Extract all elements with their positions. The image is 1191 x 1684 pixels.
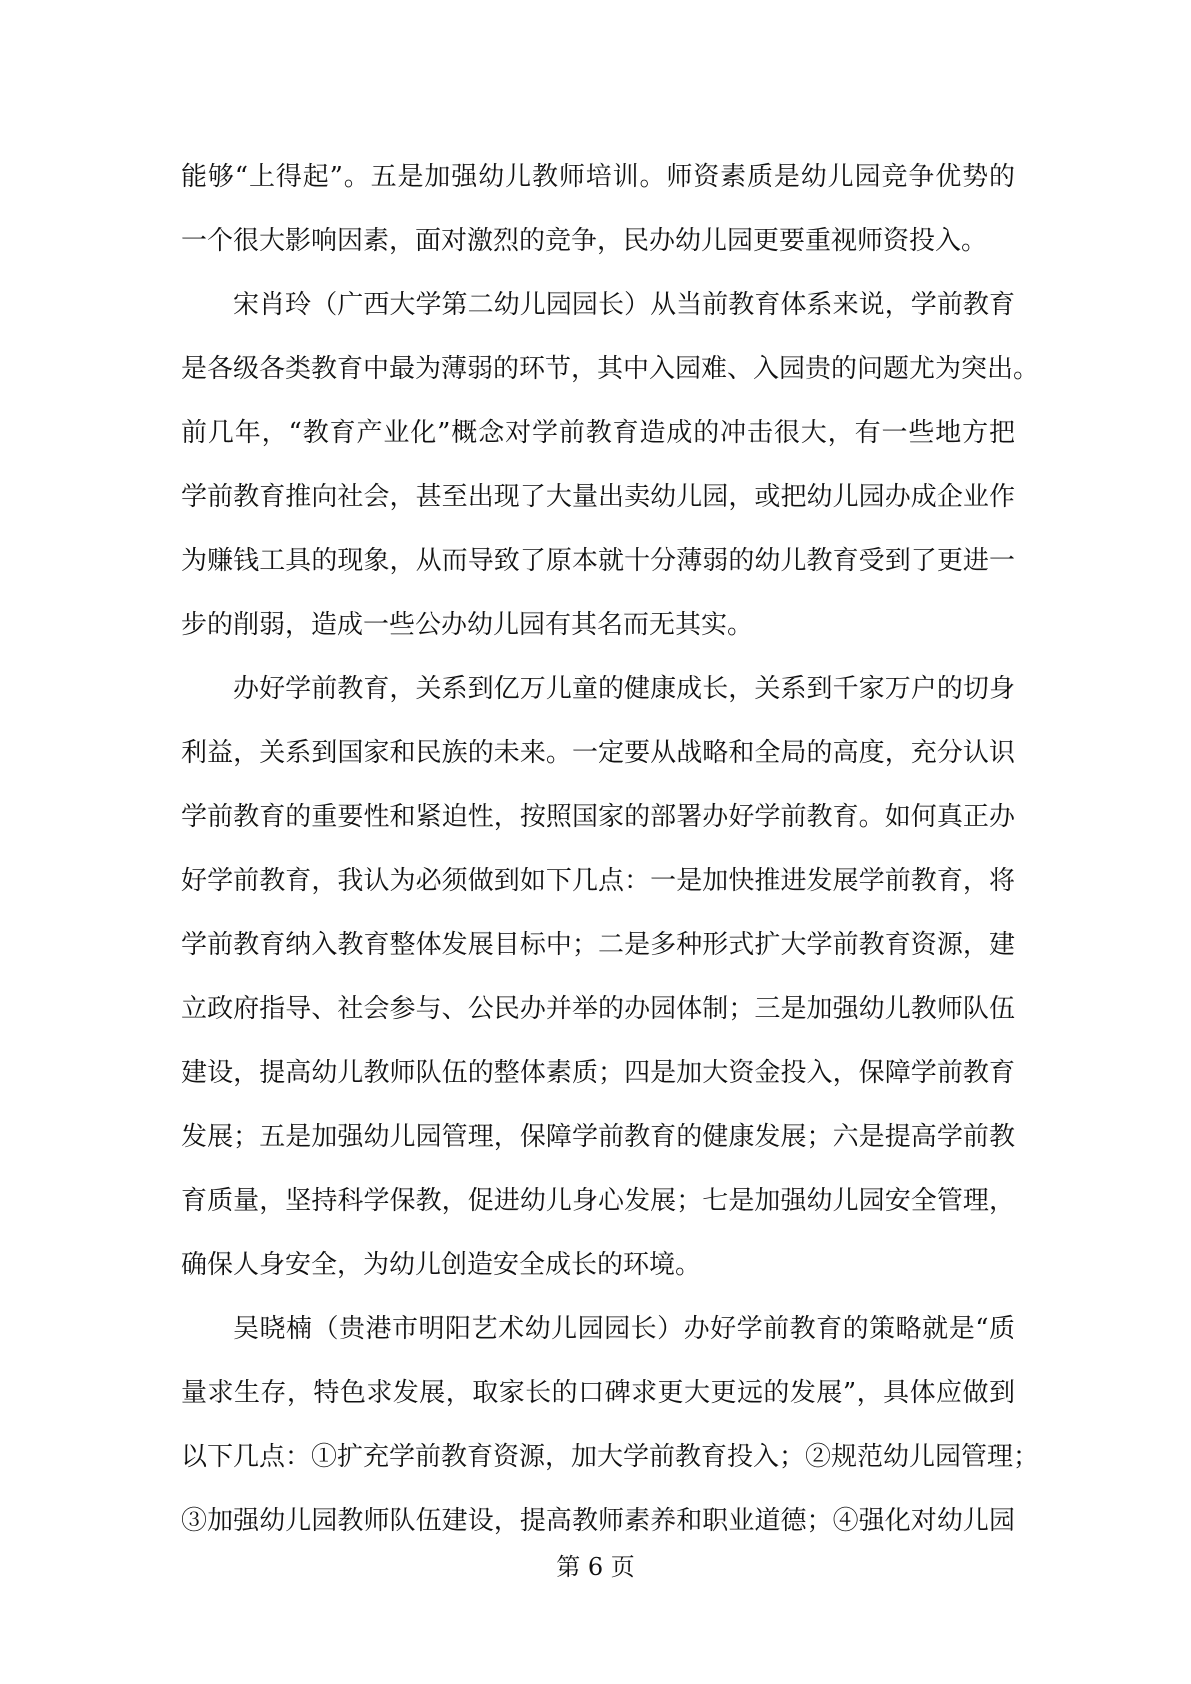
text-line: 量求生存，特色求发展，取家长的口碑求更大更远的发展”，具体应做到: [181, 1378, 1015, 1408]
text-line: 以下几点：①扩充学前教育资源，加大学前教育投入；②规范幼儿园管理；: [181, 1442, 1040, 1472]
text-line: 发展；五是加强幼儿园管理，保障学前教育的健康发展；六是提高学前教: [181, 1122, 1015, 1152]
text-line: 学前教育纳入教育整体发展目标中；二是多种形式扩大学前教育资源，建: [181, 930, 1015, 960]
text-line: 学前教育推向社会，甚至出现了大量出卖幼儿园，或把幼儿园办成企业作: [181, 482, 1015, 512]
text-line: 确保人身安全，为幼儿创造安全成长的环境。: [181, 1250, 702, 1280]
paragraph-p2: [181, 273, 1040, 657]
text-line: 好学前教育，我认为必须做到如下几点：一是加快推进发展学前教育，将: [181, 866, 1015, 896]
text-line: 育质量，坚持科学保教，促进幼儿身心发展；七是加强幼儿园安全管理，: [181, 1186, 1015, 1216]
text-line: 能够“上得起”。五是加强幼儿教师培训。师资素质是幼儿园竞争优势的: [181, 162, 1015, 192]
text-line: 建设，提高幼儿教师队伍的整体素质；四是加大资金投入，保障学前教育: [181, 1058, 1015, 1088]
text-line: 利益，关系到国家和民族的未来。一定要从战略和全局的高度，充分认识: [181, 738, 1015, 768]
body-text: [181, 145, 1040, 1553]
text-line: 吴晓楠（贵港市明阳艺术幼儿园园长）办好学前教育的策略就是“质: [233, 1314, 1015, 1344]
text-line: 是各级各类教育中最为薄弱的环节，其中入园难、入园贵的问题尤为突出。: [181, 354, 1040, 384]
text-line: ③加强幼儿园教师队伍建设，提高教师素养和职业道德；④强化对幼儿园: [181, 1506, 1015, 1536]
text-line: 前几年，“教育产业化”概念对学前教育造成的冲击很大，有一些地方把: [181, 418, 1015, 448]
text-line: 立政府指导、社会参与、公民办并举的办园体制；三是加强幼儿教师队伍: [181, 994, 1015, 1024]
page-number: 第 6 页: [556, 1553, 635, 1581]
text-line: 为赚钱工具的现象，从而导致了原本就十分薄弱的幼儿教育受到了更进一: [181, 546, 1015, 576]
paragraph-p3: [181, 657, 1015, 1297]
text-line: 学前教育的重要性和紧迫性，按照国家的部署办好学前教育。如何真正办: [181, 802, 1015, 832]
text-line: 宋肖玲（广西大学第二幼儿园园长）从当前教育体系来说，学前教育: [233, 290, 1015, 320]
text-line: 一个很大影响因素，面对激烈的竞争，民办幼儿园更要重视师资投入。: [181, 226, 988, 256]
text-line: 步的削弱，造成一些公办幼儿园有其名而无其实。: [181, 610, 754, 640]
paragraph-p1: [181, 145, 1015, 273]
text-line: 办好学前教育，关系到亿万儿童的健康成长，关系到千家万户的切身: [233, 674, 1015, 704]
paragraph-p4: [181, 1297, 1040, 1553]
